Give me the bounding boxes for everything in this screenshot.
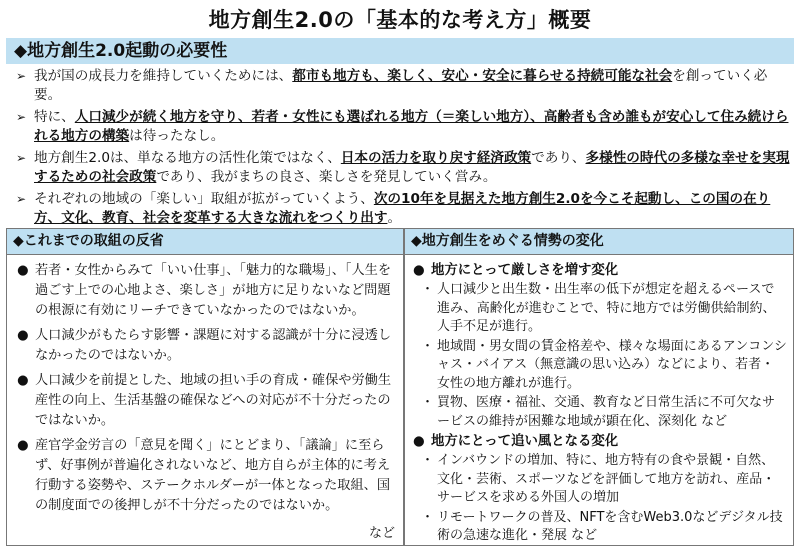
arrow-bullet-icon: ➢ (16, 69, 27, 83)
change-item-text: 買物、医療・福祉、交通、教育など日常生活に不可欠なサービスの維持が困難な地域が顕在化、深刻化 など (437, 395, 776, 429)
past-efforts-text: 人口減少を前提とした、地域の担い手の育成・確保や労働生産性の向上、生活基盤の確保などへの対応が不十分だったのではないか。 (35, 373, 392, 428)
change-item-text: インバウンドの増加、特に、地方特有の食や景観・自然、文化・芸術、スポーツなどを評価して地方を訪れ、産品・サービスを求める外国人の増加 (437, 453, 776, 505)
body-text: であり、我がまちの良さ、楽しさを発見していく営み。 (156, 169, 497, 185)
body-text: 特に、 (34, 109, 75, 125)
emphasis-text: 都市も地方も、楽しく、安心・安全に暮らせる持続可能な社会 (292, 68, 673, 84)
situation-changes-panel (404, 228, 794, 546)
body-text: 我が国の成長力を維持していくためには、 (34, 68, 293, 84)
change-group-title: 地方にとって厳しさを増す変化 (431, 263, 619, 278)
emphasis-text: 次の10年を見据えた地方創生2.0を今こそ起動し、この国の在り方、文化、教育、社会を変革する大きな流れをつくり出す (34, 191, 771, 226)
middle-dot-icon: ・ (421, 509, 435, 525)
bullet-icon: ● (17, 438, 29, 453)
change-item-text: リモートワークの普及、NFTを含むWeb3.0などデジタル技術の急速な進化・発展 など (437, 509, 783, 543)
middle-dot-icon: ・ (421, 282, 435, 297)
middle-dot-icon: ・ (421, 395, 435, 410)
body-text: を創っていく必要。 (34, 68, 768, 103)
necessity-list (14, 67, 790, 231)
change-item-text: 人口減少と出生数・出生率の低下が想定を超えるペースで進み、高齢化が進むことで、特に地方では労働供給制約、人手不足が進行。 (437, 282, 776, 334)
past-efforts-panel (6, 228, 404, 546)
bullet-icon: ● (413, 263, 425, 278)
past-efforts-etc: など (368, 526, 395, 541)
arrow-bullet-icon: ➢ (16, 110, 27, 124)
past-efforts-item (17, 261, 395, 321)
body-text: であり、 (531, 150, 586, 166)
situation-changes-list (405, 255, 793, 546)
past-efforts-heading: ◆これまでの取組の反省 (7, 229, 403, 255)
body-text: は待ったなし。 (129, 128, 225, 144)
emphasis-text: 日本の活力を取り戻す経済政策 (340, 150, 532, 166)
arrow-bullet-icon: ➢ (16, 192, 27, 206)
arrow-bullet-icon: ➢ (16, 151, 27, 165)
bullet-icon: ● (17, 373, 29, 388)
necessity-item (14, 108, 790, 146)
emphasis-text: 多様性の時代の多様な幸せを実現するための社会政策 (34, 150, 790, 185)
middle-dot-icon: ・ (421, 338, 435, 354)
body-text: 。 (387, 210, 402, 226)
past-efforts-item (17, 326, 395, 366)
page-title: 地方創生2.0の「基本的な考え方」概要 (208, 8, 592, 32)
past-efforts-list (7, 255, 403, 516)
body-text: それぞれの地域の「楽しい」取組が拡がっていくよう、 (34, 191, 374, 207)
bullet-icon: ● (17, 263, 29, 278)
change-item (413, 509, 787, 546)
past-efforts-item (17, 436, 395, 516)
change-item-text: 地域間・男女間の賃金格差や、様々な場面にあるアンコンシャス・バイアス（無意識の思い込み）などにより、若者・女性の地方離れが進行。 (437, 338, 787, 391)
body-text: 地方創生2.0は、単なる地方の活性化策ではなく、 (34, 150, 341, 166)
change-item (413, 452, 787, 508)
past-efforts-item (17, 371, 395, 431)
necessity-item (14, 67, 790, 105)
emphasis-text: 人口減少が続く地方を守り、若者・女性にも選ばれる地方（＝楽しい地方）、高齢者も含め誰もが安心して住み続けられる地方の構築 (34, 109, 789, 144)
section-heading: ◆地方創生2.0起動の必要性 (6, 38, 794, 64)
change-item (413, 338, 787, 394)
situation-changes-heading: ◆地方創生をめぐる情勢の変化 (405, 229, 793, 255)
middle-dot-icon: ・ (421, 453, 435, 468)
bullet-icon: ● (17, 328, 29, 343)
bullet-icon: ● (413, 434, 425, 449)
change-item (413, 394, 787, 431)
change-group-heading (413, 432, 787, 452)
change-group-heading (413, 261, 787, 281)
necessity-item (14, 190, 790, 228)
past-efforts-text: 若者・女性からみて「いい仕事」、「魅力的な職場」、「人生を過ごす上での心地よさ、楽しさ」が地方に足りないなど問題の根源に有効にリーチできていなかったのではないか。 (35, 263, 392, 318)
past-efforts-text: 産官学金労言の「意見を聞く」にとどまり、「議論」に至らず、好事例が普遍化されないなど、地方自らが主体的に考え行動する姿勢や、ステークホルダーが一体となった取組、国の制度面での後押しが不十分だったのではないか。 (35, 438, 391, 513)
necessity-item (14, 149, 790, 187)
change-group-title: 地方にとって追い風となる変化 (431, 434, 619, 449)
change-item (413, 281, 787, 337)
past-efforts-text: 人口減少がもたらす影響・課題に対する認識が十分に浸透しなかったのではないか。 (35, 328, 392, 363)
